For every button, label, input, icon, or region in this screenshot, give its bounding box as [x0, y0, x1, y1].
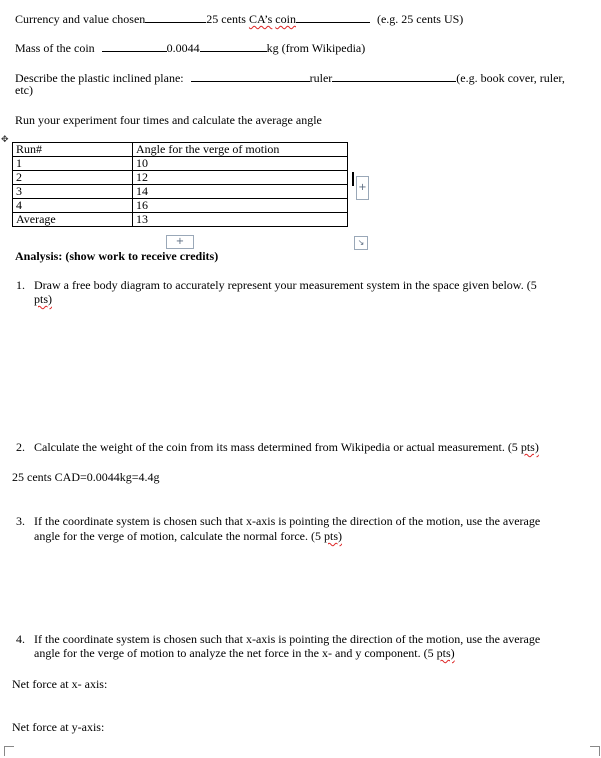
currency-example: (e.g. 25 cents US): [376, 12, 464, 26]
blank-underline: [296, 11, 370, 23]
mass-line: [15, 40, 365, 55]
mass-unit: kg (from Wikipedia): [266, 41, 366, 55]
q3-number: 3.: [16, 514, 25, 528]
q4-number: 4.: [16, 632, 25, 646]
page-corner-mark: [4, 746, 14, 756]
blank-underline: [102, 40, 167, 52]
cell-run[interactable]: Average: [13, 213, 133, 227]
table-resize-icon[interactable]: ↘: [354, 236, 368, 250]
cell-angle[interactable]: 10: [133, 157, 348, 171]
mass-label: Mass of the coin: [15, 41, 95, 55]
text-cursor: [352, 172, 354, 186]
blank-underline: [191, 70, 310, 82]
cell-angle[interactable]: 13: [133, 213, 348, 227]
q3-line2-body: angle for the verge of motion, calculate the normal force. (5: [34, 529, 321, 543]
header-angle[interactable]: Angle for the verge of motion: [133, 143, 348, 157]
blank-underline: [332, 70, 456, 82]
table-header-row: [13, 143, 348, 157]
cell-run[interactable]: 2: [13, 171, 133, 185]
q3-pts: pts): [324, 529, 342, 543]
blank-underline: [200, 40, 267, 52]
plane-example-cont: etc): [15, 83, 33, 97]
q2-text: [34, 440, 539, 454]
table-row: [13, 157, 348, 171]
table-row: [13, 213, 348, 227]
cell-angle[interactable]: 14: [133, 185, 348, 199]
table-row: [13, 199, 348, 213]
q2-number: 2.: [16, 440, 25, 454]
currency-value[interactable]: 25 cents: [206, 12, 246, 26]
currency-value-coin[interactable]: coin: [275, 12, 296, 26]
q4-line2: [34, 646, 455, 660]
cell-angle[interactable]: 12: [133, 171, 348, 185]
analysis-heading: Analysis: (show work to receive credits): [15, 249, 219, 263]
plane-value[interactable]: ruler: [309, 71, 333, 85]
table-row: [13, 171, 348, 185]
add-row-button[interactable]: +: [166, 235, 194, 249]
q1-text: Draw a free body diagram to accurately represent your measurement system in the space given below. (5: [34, 278, 537, 292]
page-corner-mark: [590, 746, 600, 756]
run-instruction: Run your experiment four times and calculate the average angle: [15, 113, 322, 127]
q4-line2-body: angle for the verge of motion to analyze the net force in the x- and y component. (5: [34, 646, 434, 660]
plane-example: (e.g. book cover, ruler,: [456, 71, 565, 85]
plane-label: Describe the plastic inclined plane:: [15, 71, 184, 85]
cell-run[interactable]: 1: [13, 157, 133, 171]
q2-pts: pts): [520, 440, 539, 454]
cell-run[interactable]: 4: [13, 199, 133, 213]
table-move-handle-icon[interactable]: ✥: [1, 135, 9, 145]
q1-number: 1.: [16, 278, 25, 292]
cell-angle[interactable]: 16: [133, 199, 348, 213]
currency-value-country[interactable]: CA’s: [248, 12, 273, 26]
q2-text-body: Calculate the weight of the coin from its mass determined from Wikipedia or actual measurement. (5: [34, 440, 518, 454]
blank-underline: [145, 11, 206, 23]
currency-line: [15, 11, 463, 26]
q3-line2: [34, 529, 342, 543]
add-column-button[interactable]: +: [356, 176, 369, 200]
net-force-x-label: Net force at x- axis:: [12, 677, 108, 691]
q2-answer[interactable]: 25 cents CAD=0.0044kg=4.4g: [12, 470, 160, 484]
q1-text-cont: pts): [34, 292, 52, 306]
q4-line1: If the coordinate system is chosen such that x-axis is pointing the direction of the motion, use the average: [34, 632, 541, 646]
runs-table: [12, 142, 348, 227]
q3-line1: If the coordinate system is chosen such that x-axis is pointing the direction of the motion, use the average: [34, 514, 541, 528]
net-force-y-label: Net force at y-axis:: [12, 720, 105, 734]
cell-run[interactable]: 3: [13, 185, 133, 199]
q4-pts: pts): [436, 646, 455, 660]
plane-line: [15, 70, 565, 85]
currency-label: Currency and value chosen: [15, 12, 146, 26]
mass-value[interactable]: 0.0044: [166, 41, 200, 55]
header-run[interactable]: Run#: [13, 143, 133, 157]
table-row: [13, 185, 348, 199]
